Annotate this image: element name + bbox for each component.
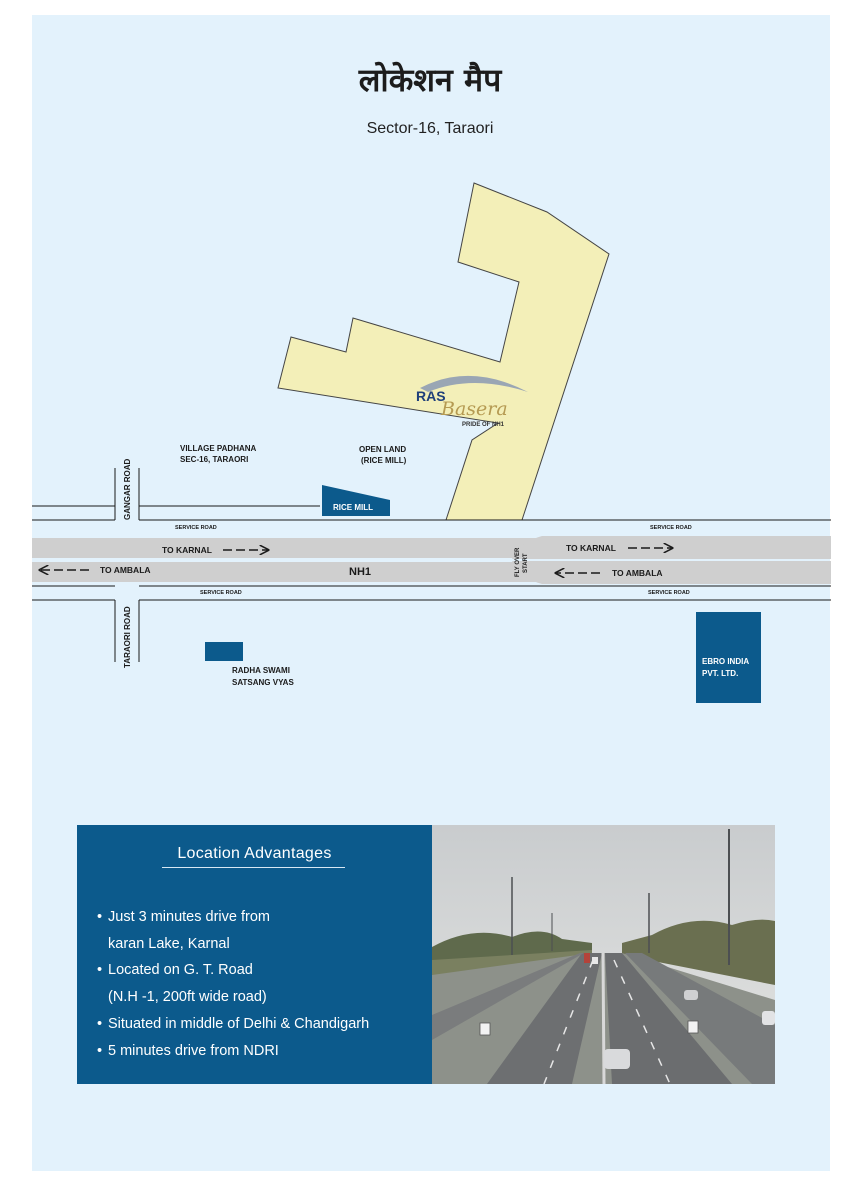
open-land-label-line2: (RICE MILL) — [361, 456, 407, 465]
village-label-line2: SEC-16, TARAORI — [180, 455, 249, 464]
service-road-label-se: SERVICE ROAD — [648, 590, 690, 596]
logo-tagline: PRIDE OF NH1 — [462, 422, 505, 428]
advantage-item-continued: (N.H -1, 200ft wide road) — [108, 989, 267, 1006]
taraori-road-label: TARAORI ROAD — [123, 606, 132, 668]
highway-photo — [432, 825, 775, 1084]
village-label-line1: VILLAGE PADHANA — [180, 444, 257, 453]
rice-mill-label: RICE MILL — [333, 503, 373, 512]
open-land-label-line1: OPEN LAND — [359, 445, 407, 454]
logo-brand-script: Basera — [441, 398, 508, 420]
to-ambala-label-west: TO AMBALA — [100, 565, 151, 575]
ebro-label-line1: EBRO INDIA — [702, 657, 750, 666]
advantage-item: • Located on G. T. Road — [97, 962, 253, 979]
advantages-title: Location Advantages — [177, 845, 332, 862]
advantages-list — [97, 904, 369, 1064]
nh1-highway[interactable] — [32, 536, 831, 584]
advantage-item: • 5 minutes drive from NDRI — [97, 1042, 279, 1059]
service-road-label-ne: SERVICE ROAD — [650, 525, 692, 531]
to-ambala-label-east: TO AMBALA — [612, 568, 663, 578]
radha-swami-label-line2: SATSANG VYAS — [232, 678, 294, 687]
advantage-item: • Just 3 minutes drive from — [97, 909, 270, 925]
advantages-title-underline — [162, 867, 345, 868]
radha-swami-label-line1: RADHA SWAMI — [232, 666, 290, 675]
advantage-item: • Situated in middle of Delhi & Chandigarh — [97, 1015, 370, 1032]
service-road-label-sw: SERVICE ROAD — [200, 590, 242, 596]
location-advantages-panel — [77, 825, 432, 1084]
page-subtitle: Sector-16, Taraori — [366, 120, 494, 137]
gangar-road-label: GANGAR ROAD — [123, 458, 132, 520]
to-karnal-label-west: TO KARNAL — [162, 545, 212, 555]
flyover-label-line2: START — [523, 553, 529, 573]
logo-brand-top: RAS — [416, 388, 446, 404]
service-road-label-nw: SERVICE ROAD — [175, 525, 217, 531]
advantage-item-continued: karan Lake, Karnal — [108, 935, 230, 952]
flyover-label-line1: FLY OVER — [515, 547, 521, 577]
rice-mill-building[interactable] — [322, 485, 390, 516]
nh1-label: NH1 — [349, 566, 372, 578]
to-karnal-label-east: TO KARNAL — [566, 543, 616, 553]
project-plot[interactable] — [278, 183, 609, 520]
page-title: लोकेशन मैप — [358, 61, 502, 99]
radha-swami-building[interactable] — [205, 642, 243, 661]
ebro-label-line2: PVT. LTD. — [702, 669, 739, 678]
ebro-india-building[interactable] — [696, 612, 761, 703]
